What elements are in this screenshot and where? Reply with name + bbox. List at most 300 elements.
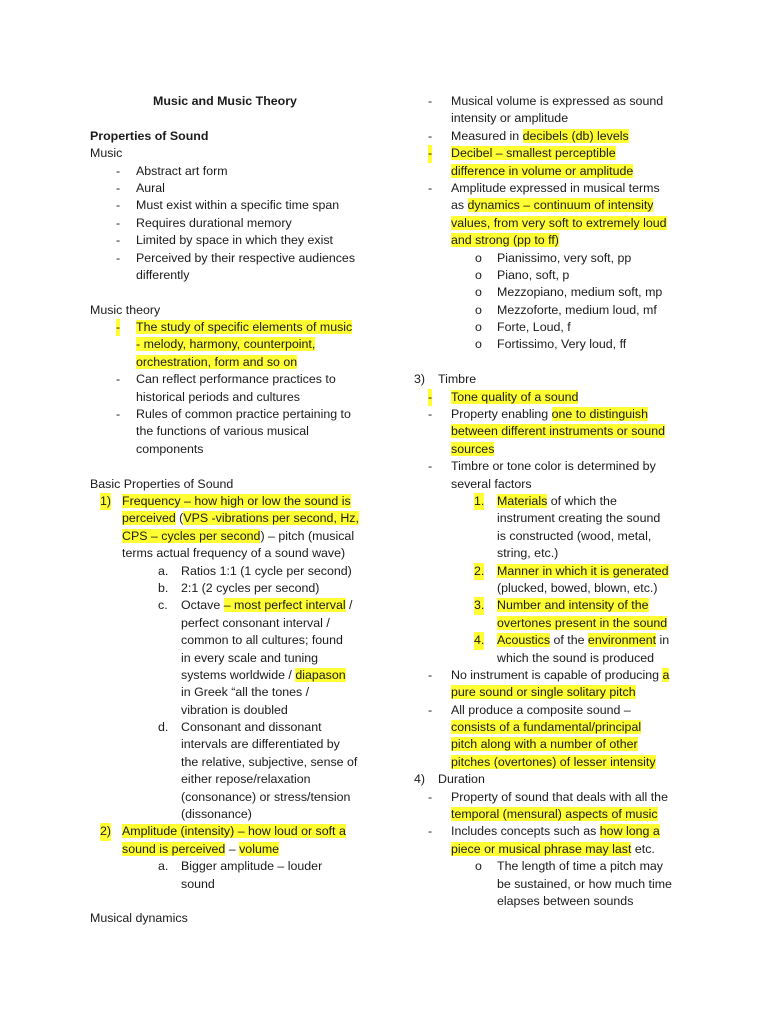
list-marker: 3. [474, 597, 484, 614]
text-segment: string, etc.) [497, 546, 559, 561]
text-line: Musical dynamics [90, 911, 188, 926]
list-text [181, 667, 346, 684]
list-item-continuation [412, 215, 687, 232]
list-item-continuation [412, 423, 687, 440]
list-text [497, 302, 657, 319]
list-item [412, 597, 687, 614]
list-item [412, 145, 687, 162]
list-marker: o [475, 250, 482, 265]
highlighted-text: piece or musical phrase may last [451, 841, 632, 856]
list-text [181, 789, 350, 806]
list-marker: - [428, 128, 433, 143]
text-segment: in every scale and tuning [181, 650, 319, 665]
list-item-continuation [412, 684, 687, 701]
list-marker: b. [158, 580, 169, 595]
list-item-continuation [90, 528, 365, 545]
list-text [497, 580, 657, 597]
list-text [451, 841, 655, 858]
list-marker: - [116, 319, 120, 336]
list-text [181, 754, 357, 771]
list-item [90, 163, 365, 180]
text-segment: terms actual frequency of a sound wave) [122, 546, 346, 561]
list-text [136, 336, 315, 353]
list-item-continuation [412, 893, 687, 910]
list-item [412, 267, 687, 284]
blank-line [90, 284, 365, 301]
list-text [451, 423, 665, 440]
list-text [451, 163, 633, 180]
text-line: Music theory [90, 302, 161, 317]
list-item-continuation [412, 841, 687, 858]
highlighted-text: pitches (overtones) of lesser intensity [451, 754, 656, 769]
list-item [412, 302, 687, 319]
list-text [136, 232, 333, 249]
text-segment: the functions of various musical [136, 424, 309, 439]
list-item-continuation [90, 789, 365, 806]
highlighted-text: and strong (pp to ff) [451, 233, 559, 248]
text-segment: Consonant and dissonant [181, 720, 322, 735]
list-item-continuation [412, 545, 687, 562]
text-segment: (plucked, bowed, blown, etc.) [497, 580, 658, 595]
list-text [181, 650, 318, 667]
text-segment: Abstract art form [136, 163, 228, 178]
list-marker: d. [158, 720, 169, 735]
list-marker: - [116, 407, 121, 422]
list-marker: o [475, 302, 482, 317]
list-text [181, 615, 330, 632]
list-item-continuation [90, 441, 365, 458]
list-text [497, 876, 672, 893]
text-segment: (consonance) or stress/tension [181, 789, 351, 804]
list-marker: - [116, 163, 121, 178]
list-item-continuation [90, 736, 365, 753]
list-marker: - [428, 459, 433, 474]
text-segment: – [225, 841, 240, 856]
list-text [136, 250, 355, 267]
highlighted-text: perceived [122, 511, 176, 526]
list-text [497, 858, 663, 875]
list-item-continuation [90, 336, 365, 353]
highlighted-text: Acoustics [497, 633, 551, 648]
text-segment: Property of sound that deals with all the [451, 789, 668, 804]
list-item-continuation [90, 423, 365, 440]
list-text [497, 632, 669, 649]
list-item-continuation [90, 267, 365, 284]
list-item-continuation [412, 736, 687, 753]
list-text [136, 163, 228, 180]
text-segment: as [451, 198, 468, 213]
list-marker: 4. [474, 632, 484, 649]
list-item [412, 319, 687, 336]
text-segment: sound [181, 876, 215, 891]
text-segment: etc. [631, 841, 655, 856]
highlighted-text: Manner in which it is generated [497, 563, 669, 578]
list-item-continuation [90, 702, 365, 719]
list-item [412, 667, 687, 684]
text-segment: intervals are differentiated by [181, 737, 340, 752]
list-marker: - [428, 824, 433, 839]
list-text [181, 580, 319, 597]
highlighted-text: temporal (mensural) aspects of music [451, 807, 658, 822]
list-text [497, 284, 662, 301]
text-segment: All produce a composite sound – [451, 702, 631, 717]
list-item [412, 180, 687, 197]
list-text [451, 197, 653, 214]
list-text [497, 336, 626, 353]
list-item [90, 215, 365, 232]
list-text [451, 736, 638, 753]
highlighted-text: pure sound or single solitary pitch [451, 685, 636, 700]
list-text [451, 754, 656, 771]
highlighted-text: Number and intensity of the [497, 598, 649, 613]
list-item [90, 580, 365, 597]
list-text [136, 441, 204, 458]
text-segment: Pianissimo, very soft, pp [497, 250, 632, 265]
list-text [451, 789, 668, 806]
text-segment: Ratios 1:1 (1 cycle per second) [181, 563, 352, 578]
text-segment: Includes concepts such as [451, 824, 600, 839]
text-segment: intensity or amplitude [451, 111, 569, 126]
list-text [451, 232, 559, 249]
list-item [90, 371, 365, 388]
text-segment: perfect consonant interval / [181, 615, 330, 630]
list-item-continuation [412, 110, 687, 127]
list-item [90, 563, 365, 580]
text-segment: Bigger amplitude – louder [181, 859, 323, 874]
text-segment: Timbre [438, 372, 477, 387]
list-marker: o [475, 337, 482, 352]
highlighted-text: difference in volume or amplitude [451, 163, 634, 178]
list-item-continuation [412, 163, 687, 180]
highlighted-text: orchestration, form and so on [136, 354, 298, 369]
list-item [412, 632, 687, 649]
text-segment: Rules of common practice pertaining to [136, 407, 351, 422]
list-text [136, 423, 309, 440]
list-item [90, 493, 365, 510]
list-marker: - [428, 407, 433, 422]
list-marker: o [475, 859, 482, 874]
list-text [136, 354, 297, 371]
highlighted-text: Frequency – how high or low the sound is [122, 493, 351, 508]
list-text [451, 458, 656, 475]
list-item-continuation [90, 389, 365, 406]
list-item-continuation [90, 771, 365, 788]
list-marker: c. [158, 598, 168, 613]
highlighted-text: CPS – cycles per second [122, 528, 261, 543]
list-text [122, 823, 346, 840]
list-marker: 1. [474, 493, 484, 510]
list-text [122, 545, 345, 562]
text-segment: in [656, 633, 670, 648]
list-item [90, 319, 365, 336]
list-text [438, 771, 485, 788]
list-item-continuation [90, 650, 365, 667]
text-segment: systems worldwide / [181, 667, 296, 682]
text-segment: Can reflect performance practices to [136, 372, 336, 387]
list-text [497, 545, 558, 562]
highlighted-text: - melody, harmony, counterpoint, [136, 337, 316, 352]
text-segment: Perceived by their respective audiences [136, 250, 356, 265]
list-text [451, 145, 616, 162]
list-item-continuation [90, 615, 365, 632]
list-text [122, 510, 359, 527]
text-segment: differently [136, 267, 190, 282]
list-text [451, 128, 629, 145]
right-column [412, 93, 687, 910]
left-column [90, 93, 365, 928]
text-segment: vibration is doubled [181, 702, 288, 717]
list-text [181, 736, 340, 753]
list-text [451, 823, 660, 840]
text-segment: Must exist within a specific time span [136, 198, 340, 213]
list-text [451, 110, 568, 127]
list-text [136, 197, 339, 214]
list-item-continuation [412, 441, 687, 458]
list-marker: - [116, 250, 121, 265]
list-item-continuation [412, 197, 687, 214]
list-item [90, 858, 365, 875]
text-segment: ) – pitch (musical [260, 528, 355, 543]
list-text [451, 389, 578, 406]
text-segment: instrument creating the sound [497, 511, 661, 526]
list-item [412, 789, 687, 806]
list-marker: - [116, 233, 121, 248]
list-marker: o [475, 267, 482, 282]
text-segment: Fortissimo, Very loud, ff [497, 337, 627, 352]
list-item [90, 597, 365, 614]
highlighted-text: overtones present in the sound [497, 615, 668, 630]
list-text [181, 632, 343, 649]
list-item-continuation [90, 876, 365, 893]
list-marker: - [116, 198, 121, 213]
list-marker: o [475, 320, 482, 335]
list-text [497, 493, 617, 510]
list-item [412, 336, 687, 353]
list-text [497, 528, 651, 545]
list-marker: - [116, 372, 121, 387]
list-text [497, 893, 633, 910]
list-item-continuation [412, 528, 687, 545]
list-item-continuation [90, 684, 365, 701]
list-item-continuation [412, 719, 687, 736]
text-segment: Mezzopiano, medium soft, mp [497, 285, 663, 300]
list-text [181, 684, 309, 701]
list-text [497, 319, 571, 336]
list-item-continuation [412, 580, 687, 597]
text-segment: Mezzoforte, medium loud, mf [497, 302, 657, 317]
list-marker: - [116, 215, 121, 230]
list-text [136, 406, 351, 423]
highlighted-text: between different instruments or sound [451, 424, 665, 439]
list-marker: - [428, 180, 433, 195]
highlighted-text: one to distinguish [551, 407, 649, 422]
list-marker: a. [158, 563, 169, 578]
blank-line [90, 110, 365, 127]
highlighted-text: how long a [599, 824, 660, 839]
list-text [122, 493, 351, 510]
list-text [181, 597, 353, 614]
list-marker: o [475, 285, 482, 300]
text-segment: historical periods and cultures [136, 389, 300, 404]
text-segment: the relative, subjective, sense of [181, 754, 358, 769]
list-item-continuation [412, 476, 687, 493]
text-segment: ( [175, 511, 184, 526]
list-item-continuation [90, 754, 365, 771]
list-item-continuation [90, 632, 365, 649]
list-marker: - [428, 94, 433, 108]
list-item-continuation [412, 510, 687, 527]
list-text [497, 615, 667, 632]
list-marker: - [428, 389, 432, 406]
list-text [181, 806, 252, 823]
list-text [181, 702, 288, 719]
highlighted-text: – most perfect interval [223, 598, 346, 613]
list-text [497, 563, 669, 580]
text-segment: which the sound is produced [497, 650, 655, 665]
highlighted-text: values, from very soft to extremely loud [451, 215, 667, 230]
text-segment: Measured in [451, 128, 523, 143]
list-item-continuation [412, 232, 687, 249]
list-item [412, 858, 687, 875]
list-text [451, 406, 648, 423]
list-text [181, 876, 215, 893]
section-heading: Properties of Sound [90, 128, 209, 143]
list-text [497, 267, 569, 284]
list-item-continuation [412, 650, 687, 667]
list-text [136, 267, 190, 284]
list-marker: a. [158, 859, 169, 874]
highlighted-text: a [662, 667, 670, 682]
text-segment: / [345, 598, 353, 613]
list-text [136, 389, 300, 406]
list-text [451, 806, 658, 823]
text-segment: Musical volume is expressed as sound [451, 94, 664, 108]
list-item [90, 406, 365, 423]
list-marker: 1) [100, 493, 111, 510]
text-segment: 2:1 (2 cycles per second) [181, 580, 320, 595]
list-item [90, 232, 365, 249]
list-marker: 4) [414, 772, 426, 787]
list-item-continuation [412, 615, 687, 632]
list-item [412, 128, 687, 145]
highlighted-text: sound is perceived [122, 841, 226, 856]
list-text [451, 215, 667, 232]
list-item [412, 371, 687, 388]
list-text [451, 684, 636, 701]
highlighted-text: consists of a fundamental/principal [451, 720, 642, 735]
list-item [412, 406, 687, 423]
list-item-continuation [90, 806, 365, 823]
highlighted-text: sources [451, 441, 495, 456]
list-item-continuation [412, 806, 687, 823]
text-segment: several factors [451, 476, 532, 491]
text-segment: Octave [181, 598, 224, 613]
text-segment: components [136, 441, 204, 456]
list-text [497, 510, 660, 527]
highlighted-text: The study of specific elements of music [136, 320, 353, 335]
text-segment: Forte, Loud, f [497, 320, 571, 335]
highlighted-text: Materials [497, 493, 548, 508]
highlighted-text: decibels (db) levels [522, 128, 629, 143]
text-segment: Timbre or tone color is determined by [451, 459, 656, 474]
highlighted-text: Amplitude (intensity) – how loud or soft a [122, 824, 346, 839]
list-text [497, 597, 649, 614]
list-item [90, 719, 365, 736]
list-item [90, 197, 365, 214]
text-segment: The length of time a pitch may [497, 859, 663, 874]
list-item [412, 771, 687, 788]
list-marker: - [428, 789, 433, 804]
list-item [412, 493, 687, 510]
list-text [451, 702, 631, 719]
highlighted-text: diapason [295, 667, 346, 682]
list-item-continuation [90, 841, 365, 858]
text-segment: is constructed (wood, metal, [497, 528, 652, 543]
list-text [181, 563, 352, 580]
list-item-continuation [412, 876, 687, 893]
highlighted-text: environment [587, 633, 657, 648]
blank-line [90, 893, 365, 910]
page-title: Music and Music Theory [153, 94, 297, 108]
list-item [412, 823, 687, 840]
list-item [412, 250, 687, 267]
list-text [451, 93, 663, 110]
list-text [451, 441, 494, 458]
highlighted-text: volume [239, 841, 280, 856]
highlighted-text: pitch along with a number of other [451, 737, 638, 752]
text-line: Basic Properties of Sound [90, 476, 234, 491]
highlighted-text: dynamics – continuum of intensity [467, 198, 654, 213]
text-segment: either repose/relaxation [181, 772, 311, 787]
text-segment: be sustained, or how much time [497, 876, 672, 891]
highlighted-text: Tone quality of a sound [451, 389, 579, 404]
list-text [122, 528, 354, 545]
highlighted-text: Decibel – smallest perceptible [451, 146, 616, 161]
list-marker: 2) [100, 823, 111, 840]
list-item-continuation [90, 667, 365, 684]
text-segment: Amplitude expressed in musical terms [451, 180, 660, 195]
list-item [412, 563, 687, 580]
list-text [181, 771, 311, 788]
text-segment: No instrument is capable of producing [451, 667, 663, 682]
list-item [412, 93, 687, 110]
text-segment: of which the [547, 493, 617, 508]
list-item [90, 823, 365, 840]
list-marker: - [428, 667, 433, 682]
list-marker: - [428, 702, 433, 717]
list-text [438, 371, 476, 388]
list-text [136, 215, 292, 232]
list-item [90, 180, 365, 197]
list-text [181, 858, 322, 875]
list-text [451, 667, 669, 684]
list-marker: - [116, 180, 121, 195]
list-text [451, 719, 641, 736]
list-item-continuation [90, 545, 365, 562]
text-segment: Limited by space in which they exist [136, 233, 333, 248]
list-text [451, 476, 532, 493]
highlighted-text: VPS -vibrations per second, Hz, [183, 511, 359, 526]
blank-line [412, 354, 687, 371]
list-item-continuation [90, 354, 365, 371]
text-segment: of the [550, 633, 588, 648]
list-marker: - [428, 145, 432, 162]
list-item [412, 458, 687, 475]
list-text [497, 650, 654, 667]
text-segment: (dissonance) [181, 807, 252, 822]
list-item [412, 389, 687, 406]
text-segment: Duration [438, 772, 485, 787]
